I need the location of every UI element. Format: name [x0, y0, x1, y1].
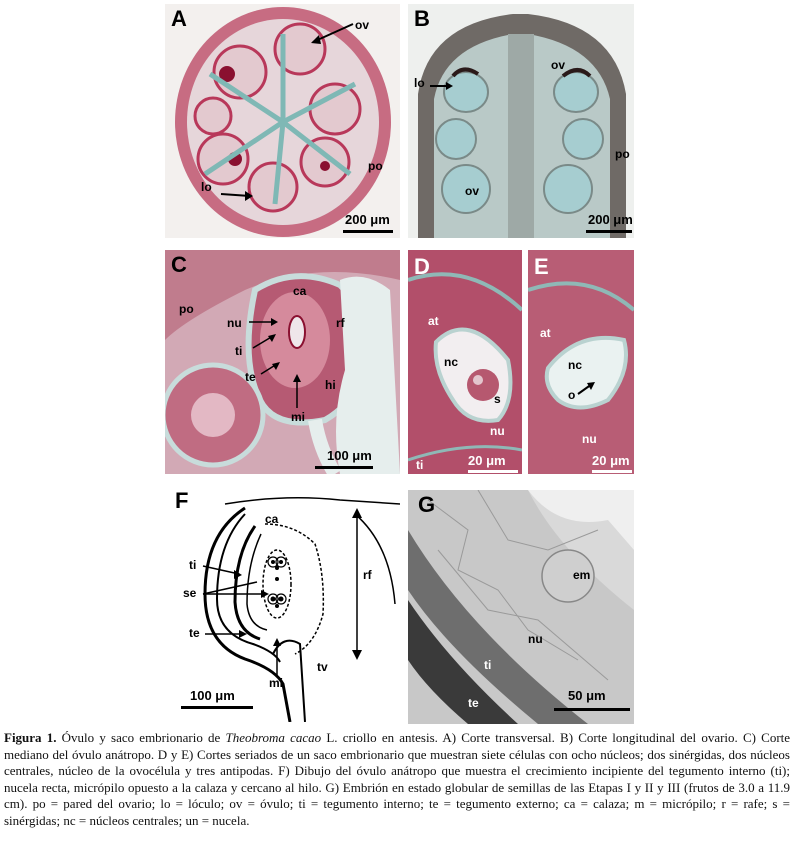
label-ov: ov [355, 18, 370, 32]
label-te: te [189, 626, 200, 640]
label-rf: rf [363, 568, 372, 582]
label-hi: hi [325, 378, 336, 392]
label-em: em [573, 568, 591, 582]
panel-b [408, 4, 634, 238]
panel-d-image [408, 250, 522, 474]
panel-d [408, 250, 522, 474]
label-ti: ti [235, 344, 243, 358]
panel-letter: G [418, 492, 436, 517]
panel-a [165, 4, 400, 238]
label-rf: rf [336, 316, 345, 330]
label-o: o [568, 388, 576, 402]
scale-bar [315, 466, 373, 469]
label-ca: ca [293, 284, 307, 298]
scale-label: 20 μm [592, 453, 630, 468]
label-te: te [468, 696, 479, 710]
scale-label: 100 μm [327, 448, 372, 463]
panel-letter: F [175, 488, 189, 513]
caption-body: L. criollo en antesis. A) Corte transversal. B) Corte longitudinal del ovario. C) Corte mediano del óvulo anátropo. D y E) Cortes seriados de un saco embrionario que muestran siete células con ocho núcleos; dos sinérgidas, dos núcleos centrales, núcleo de la ovocélula y tres antipodas. F) Dibujo del óvulo anátropo que muestra el crecimiento incipiente del tegumento interno (ti); nucela recta, micrópilo opuesto a la calaza y cercano al hilo. G) Embrión en estado globular de semillas de las Etapas I y II y III (frutos de 3.0 a 11.9 cm). po = pared del ovario; lo = lóculo; ov = óvulo; ti = tegumento interno; te = tegumento externo; ca = calaza; m = micrópilo; r = rafe; s = sinérgidas; nc = núcleos centrales; un = nucela. [4, 730, 791, 828]
label-te: te [245, 370, 256, 384]
label-ov: ov [551, 58, 566, 72]
scale-label: 100 μm [190, 688, 235, 703]
scale-label: 200 μm [588, 212, 633, 227]
scale-label: 200 μm [345, 212, 390, 227]
scale-label: 50 μm [568, 688, 606, 703]
scale-bar [468, 470, 518, 473]
scale-bar [592, 470, 632, 473]
label-mi: mi [269, 676, 284, 690]
scale-label: 20 μm [468, 453, 506, 468]
label-po: po [615, 147, 630, 161]
scale-bar [343, 230, 393, 233]
panel-g [408, 490, 634, 724]
label-tv: tv [317, 660, 328, 674]
label-ov: ov [465, 184, 480, 198]
label-lo: lo [414, 76, 425, 90]
label-po: po [368, 159, 383, 173]
scale-bar [586, 230, 632, 233]
label-ti: ti [484, 658, 492, 672]
scale-bar [181, 706, 253, 709]
label-ti: ti [189, 558, 197, 572]
label-s: s [494, 392, 501, 406]
label-at: at [428, 314, 439, 328]
label-se: se [183, 586, 197, 600]
figure-label: Figura 1. [4, 730, 57, 745]
species-name: Theobroma cacao [225, 730, 322, 745]
label-nu: nu [490, 424, 505, 438]
panel-e [528, 250, 634, 474]
figure-caption [4, 730, 790, 830]
panel-c-image [165, 250, 400, 474]
label-nc: nc [568, 358, 583, 372]
label-nu: nu [582, 432, 597, 446]
label-at: at [540, 326, 551, 340]
panel-a-image [165, 4, 400, 238]
panel-letter: C [171, 252, 187, 277]
panel-letter: D [414, 254, 430, 279]
label-ti: ti [416, 458, 424, 472]
label-ca: ca [265, 512, 279, 526]
label-mi: mi [291, 410, 306, 424]
panel-f [165, 484, 400, 722]
panel-c [165, 250, 400, 474]
label-po: po [179, 302, 194, 316]
label-nu: nu [227, 316, 242, 330]
panel-b-image [408, 4, 634, 238]
scale-bar [554, 708, 630, 711]
label-lo: lo [201, 180, 212, 194]
panel-letter: B [414, 6, 430, 31]
label-nc: nc [444, 355, 459, 369]
caption-pre: Óvulo y saco embrionario de [61, 730, 221, 745]
panel-letter: E [534, 254, 549, 279]
panel-letter: A [171, 6, 187, 31]
label-nu: nu [528, 632, 543, 646]
